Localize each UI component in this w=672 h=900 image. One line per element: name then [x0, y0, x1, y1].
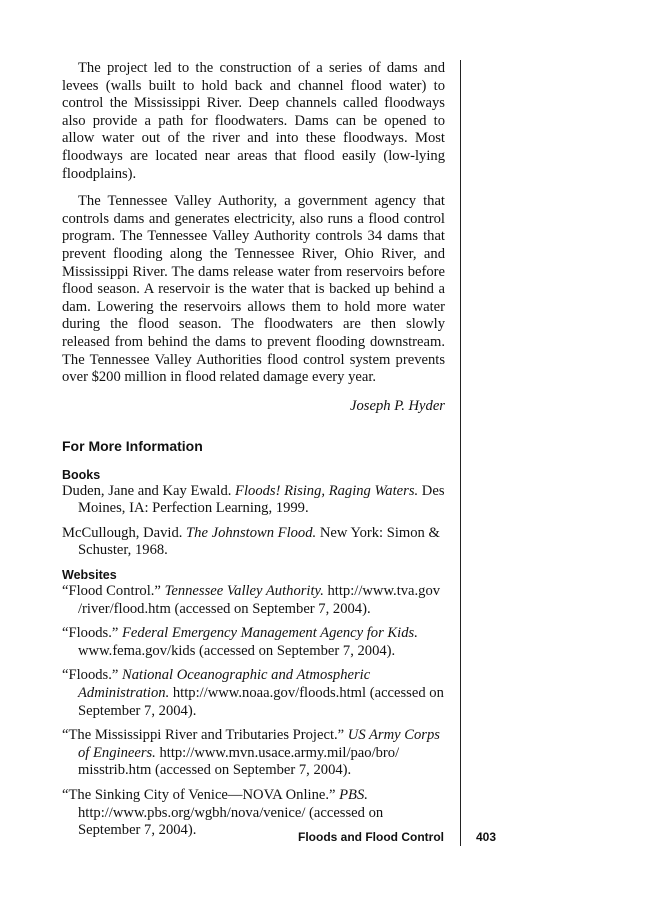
- website-reference: [62, 583, 445, 618]
- books-heading: Books: [62, 467, 101, 482]
- ref-url: http://www.tva.gov /river/flood.htm (accessed on September 7, 2004).: [78, 583, 441, 617]
- vertical-rule: [460, 60, 461, 846]
- author-signature: Joseph P. Hyder: [350, 397, 445, 414]
- book-reference: [62, 525, 445, 560]
- ref-title: Floods! Rising, Raging Waters.: [235, 482, 419, 499]
- body-paragraph-1: The project led to the construction of a series of dams and levees (walls built to hold back and channel flood water) to control the Mississippi River. Deep channels called floodways also provide a path for floodwaters. Dams can be opened to allow water out of the river and into these floodways. Most floodways are located near areas that flood easily (low-lying floodplains).: [62, 60, 445, 182]
- website-reference: [62, 727, 445, 780]
- main-column: [62, 60, 445, 847]
- body-paragraph-2: The Tennessee Valley Authority, a government agency that controls dams and generates electricity, also runs a flood control program. The Tennessee Valley Authority controls 34 dams that prevent flooding along the Tennessee River, Ohio River, and Mississippi River. The dams release water from reservoirs before flood season. A reservoir is the water that is backed up behind a dam. Lowering the reservoirs allows them to hold more water during the flood season. The floodwaters are then slowly released from behind the dams to prevent flooding downstream. The Tennessee Valley Authorities flood control system prevents over $200 million in flood related damage every year.: [62, 193, 445, 386]
- website-reference: [62, 667, 445, 720]
- ref-source: Tennessee Valley Authority.: [164, 583, 324, 600]
- ref-author: Duden, Jane and Kay Ewald.: [62, 482, 236, 499]
- running-footer-title: Floods and Flood Control: [298, 830, 444, 844]
- ref-url: www.fema.gov/kids (accessed on September 7, 2004).: [78, 642, 396, 659]
- ref-title: “The Sinking City of Venice—NOVA Online.”: [62, 787, 340, 803]
- websites-heading: Websites: [62, 568, 117, 583]
- ref-source: National Oceanographic and Atmospheric Administration.: [78, 667, 371, 702]
- ref-source: PBS.: [339, 787, 368, 803]
- ref-title: “The Mississippi River and Tributaries Project.”: [62, 727, 348, 744]
- ref-publication: New York: Simon & Schuster, 1968.: [78, 524, 440, 559]
- more-info-heading: For More Information: [62, 437, 203, 454]
- ref-url: http://www.pbs.org/wgbh/nova/venice/ (accessed on September 7, 2004).: [78, 804, 384, 839]
- ref-author: McCullough, David.: [62, 524, 187, 541]
- ref-title: “Flood Control.”: [62, 583, 165, 600]
- ref-url: http://www.mvn.usace.army.mil/pao/bro/ misstrib.htm (accessed on September 7, 2004).: [78, 744, 400, 779]
- website-reference: [62, 625, 445, 660]
- book-reference: [62, 483, 445, 518]
- ref-url: http://www.noaa.gov/floods.html (accessed on September 7, 2004).: [78, 685, 444, 719]
- page-number: 403: [476, 830, 497, 844]
- ref-title: The Johnstown Flood.: [186, 524, 317, 541]
- ref-title: “Floods.”: [62, 667, 122, 684]
- ref-publication: Des Moines, IA: Perfection Learning, 1999.: [78, 482, 445, 517]
- ref-source: US Army Corps of Engineers.: [78, 727, 440, 761]
- ref-title: “Floods.”: [62, 625, 122, 642]
- ref-source: Federal Emergency Management Agency for Kids.: [122, 625, 418, 642]
